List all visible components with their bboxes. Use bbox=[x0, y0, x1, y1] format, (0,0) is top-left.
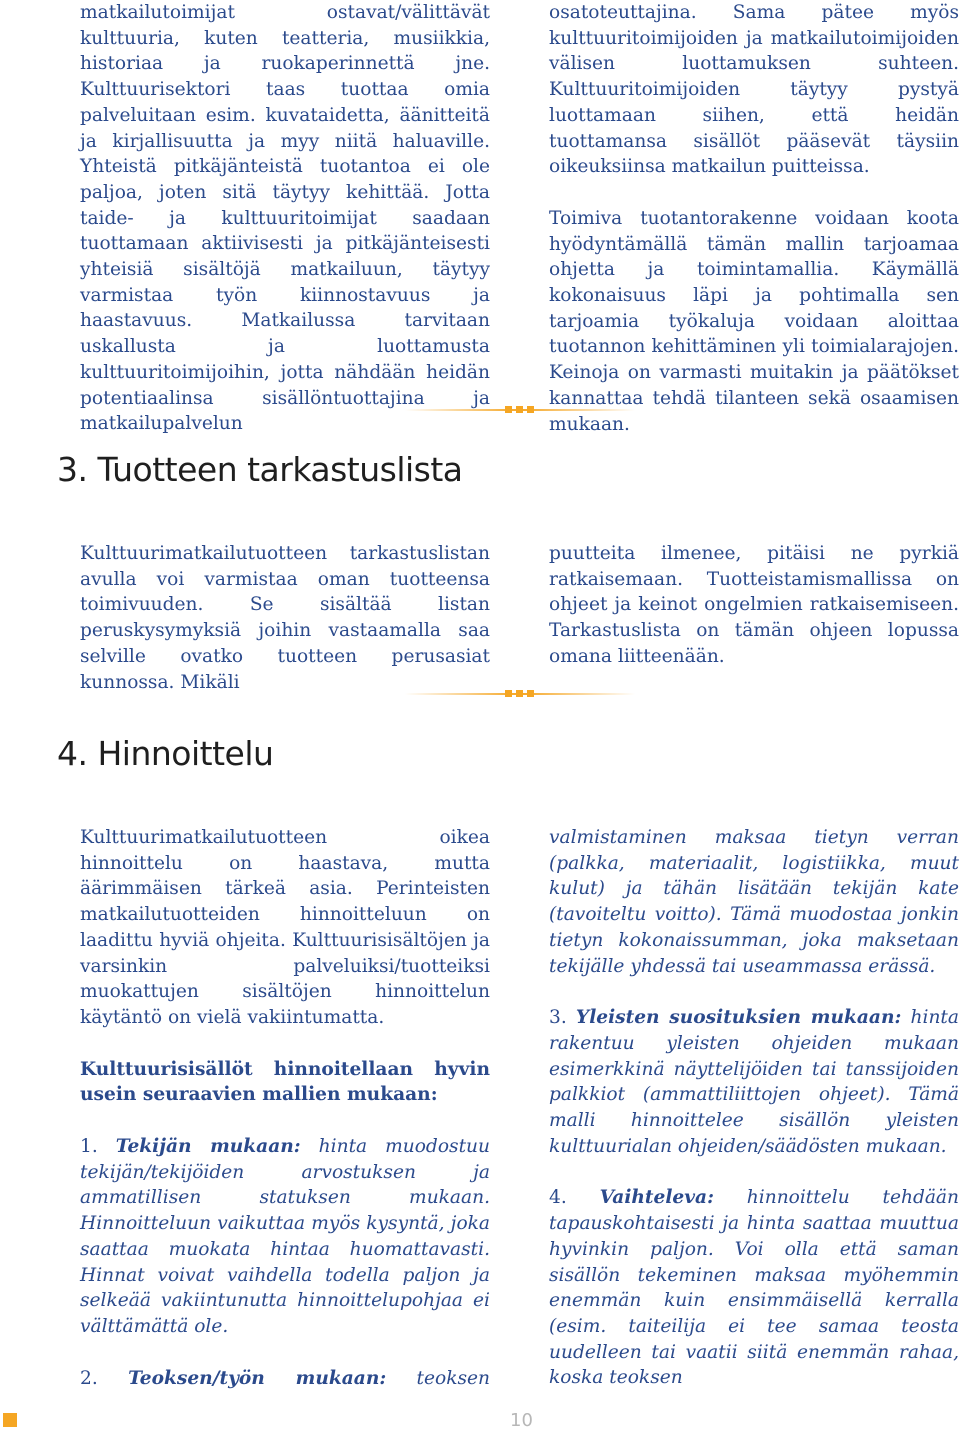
section4-right-column bbox=[549, 825, 959, 1391]
page-number: 10 bbox=[510, 1410, 533, 1431]
section-paragraph: Kulttuurimatkailutuotteen oikea hinnoittelu on haastava, mutta äärimmäisen tärkeä asia. Perinteisten matkailutuotteiden hinnoitteluun on laadittu hyviä ohjeita. Kulttuurisisältöjen ja varsinkin palveluiksi/tuotteiksi muokattujen sisältöjen hinnoittelun käytäntö on vielä vakiintumatta. bbox=[80, 827, 490, 1028]
intro-right-column bbox=[549, 0, 959, 437]
ornament-divider bbox=[405, 405, 635, 415]
section-heading: 4. Hinnoittelu bbox=[57, 734, 274, 773]
section-paragraph: puutteita ilmenee, pitäisi ne pyrkiä ratkaisemaan. Tuotteistamismallissa on ohjeet ja keinot ongelmien ratkaisemiseen. Tarkastuslista on tämän ohjeen lopussa omana liitteenään. bbox=[549, 543, 959, 667]
section-heading: 3. Tuotteen tarkastuslista bbox=[57, 450, 463, 489]
models-heading: Kulttuurisisällöt hinnoitellaan hyvin usein seuraavien mallien mukaan: bbox=[80, 1058, 490, 1106]
item-number: 4. bbox=[549, 1187, 567, 1209]
intro-paragraph: Toimiva tuotantorakenne voidaan koota hyödyntämällä tämän mallin tarjoamaa ohjetta ja toimintamallia. Käymällä kokonaisuus läpi ja pohtimalla sen tarjoamia työkaluja voidaan aloittaa tuotannon kehittäminen yli toimialarajojen. Keinoja on varmasti muitakin ja päätökset kannattaa tehdä tilanteen sekä osaamisen mukaan. bbox=[549, 207, 959, 435]
pricing-model-item bbox=[549, 1005, 959, 1159]
intro-left-column bbox=[80, 0, 490, 437]
section3-left-column bbox=[80, 541, 490, 695]
item-number: 3. bbox=[549, 1007, 567, 1029]
item-title: Teoksen/työn mukaan: bbox=[128, 1367, 387, 1389]
item-title: Vaihteleva: bbox=[599, 1187, 714, 1209]
ornament-divider bbox=[405, 689, 635, 699]
section3-right-column bbox=[549, 541, 959, 670]
item-number: 1. bbox=[80, 1136, 98, 1158]
item-text: hinnoittelu tehdään tapauskohtaisesti ja hinta saattaa muuttua hyvinkin paljon. Voi olla että saman sisällön tekeminen maksaa myöhemmin enemmän kuin ensimmäisellä kerralla (esim. taiteilija ei tee samaa teosta uudelleen tai vaatii siitä enemmän rahaa, koska teoksen bbox=[549, 1187, 959, 1389]
pricing-model-item bbox=[80, 1366, 490, 1392]
section-paragraph: valmistaminen maksaa tietyn verran (palkka, materiaalit, logistiikka, muut kulut) ja tähän lisätään tekijän kate (tavoiteltu voitto). Tämä muodostaa jonkin tietyn kokonaissumman, joka maksetaan tekijälle yhdessä tai useammassa erässä. bbox=[549, 827, 959, 977]
item-title: Yleisten suosituksien mukaan: bbox=[575, 1007, 902, 1029]
item-text: teoksen bbox=[416, 1367, 490, 1389]
item-title: Tekijän mukaan: bbox=[115, 1136, 301, 1158]
item-text: hinta muodostuu tekijän/tekijöiden arvostuksen ja ammatillisen statuksen mukaan. Hinnoitteluun vaikuttaa myös kysyntä, joka saattaa muokata hintaa huomattavasti. Hinnat voivat vaihdella todella paljon ja selkeää vakiintunutta hinnoittelupohjaa ei välttämättä ole. bbox=[80, 1136, 490, 1337]
section-paragraph: Kulttuurimatkailutuotteen tarkastuslistan avulla voi varmistaa oman tuotteensa toimivuuden. Se sisältää listan peruskysymyksiä joihin vastaamalla saa selville ovatko tuotteen perusasiat kunnossa. Mikäli bbox=[80, 543, 490, 693]
pricing-model-item bbox=[80, 1134, 490, 1340]
item-number: 2. bbox=[80, 1367, 98, 1389]
intro-paragraph: matkailutoimijat ostavat/välittävät kulttuuria, kuten teatteria, musiikkia, historiaa ja ruokaperinnettä jne. Kulttuurisektori taas tuottaa omia palveluitaan esim. kuvataidetta, äänitteitä ja kirjallisuutta ja myy niitä haluaville. Yhteistä pitkäjänteistä tuotantoa ei ole paljoa, joten sitä täytyy kehittää. Jotta taide- ja kulttuuritoimijat saadaan tuottamaan aktiivisesti ja pitkäjänteisesti yhteisiä sisältöjä matkailuun, täytyy varmistaa työn kiinnostavuus ja haastavuus. Matkailussa tarvitaan uskallusta ja luottamusta kulttuuritoimijoihin, jotta nähdään heidän potentiaalinsa sisällöntuottajina ja matkailupalvelun bbox=[80, 2, 490, 435]
item-text: hinta rakentuu yleisten ohjeiden mukaan esimerkkinä näyttelijöiden tai tanssijoiden palkkiot (ammattiliittojen ohjeet). Tämä malli hinnoittelee sisällön yleisten kulttuurialan ohjeiden/säädösten mukaan. bbox=[549, 1007, 959, 1157]
intro-paragraph: osatoteuttajina. Sama pätee myös kulttuuritoimijoiden ja matkailutoimijoiden välisen luottamuksen suhteen. Kulttuuritoimijoiden täytyy pystyä luottamaan siihen, että heidän tuottamansa sisällöt pääsevät täysiin oikeuksiinsa matkailun puitteissa. bbox=[549, 2, 959, 178]
corner-square-icon bbox=[3, 1413, 17, 1427]
section4-left-column bbox=[80, 825, 490, 1391]
pricing-model-item bbox=[549, 1185, 959, 1391]
